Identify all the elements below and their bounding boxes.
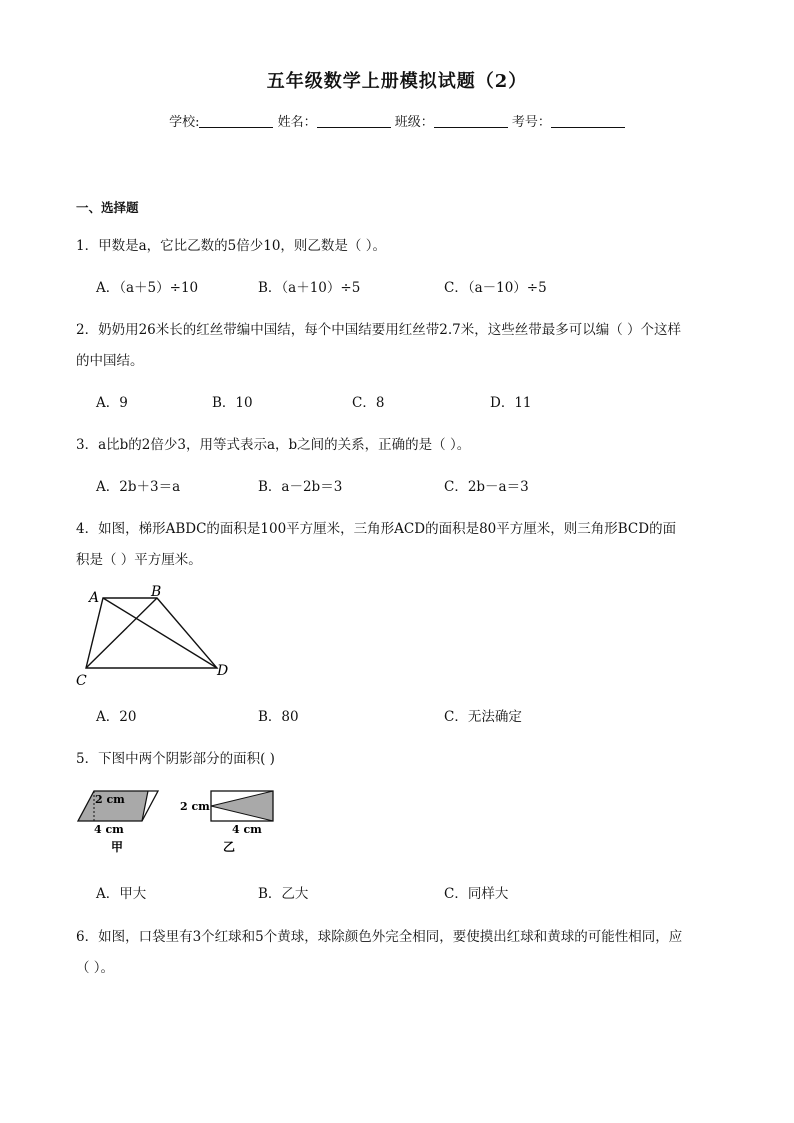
- section-title: 一、选择题: [76, 200, 139, 215]
- class-label: 班级：: [394, 115, 434, 130]
- exam-number-label: 考号：: [511, 115, 551, 130]
- student-info-line: [0, 111, 794, 130]
- question-4-option-a: A．20: [96, 709, 137, 725]
- figure-jia: [78, 791, 158, 854]
- question-2-option-a: A．9: [96, 395, 128, 411]
- trapezoid-outline: [86, 598, 217, 668]
- exam-number-blank[interactable]: [551, 115, 625, 128]
- page-title: 五年级数学上册模拟试题（2）: [266, 71, 528, 92]
- question-5-option-a: A．甲大: [96, 886, 147, 902]
- trapezoid-figure: [70, 582, 240, 692]
- question-1-option-b: B．（a＋10）÷5: [258, 280, 361, 296]
- question-2-option-d: D．11: [490, 395, 532, 411]
- vertex-label-b: B: [151, 584, 162, 600]
- question-3-option-a: A．2b＋3＝a: [96, 479, 181, 495]
- question-4-text-line2: 积是（ ）平方厘米。: [76, 552, 202, 568]
- question-4-text-line1: 4．如图，梯形ABDC的面积是100平方厘米，三角形ACD的面积是80平方厘米，则三角形BCD的面: [76, 521, 677, 537]
- yi-base-label: 4 cm: [232, 823, 262, 836]
- question-2-text-line1: 2．奶奶用26米长的红丝带编中国结，每个中国结要用红丝带2.7米，这些丝带最多可以编（ ）个这样: [76, 322, 682, 338]
- vertex-label-d: D: [217, 663, 229, 679]
- figure-yi: [180, 791, 273, 854]
- question-3-option-c: C．2b－a＝3: [444, 479, 529, 495]
- question-3-option-b: B．a－2b＝3: [258, 479, 343, 495]
- diagonal-ad: [103, 598, 217, 668]
- yi-caption: 乙: [223, 840, 236, 854]
- question-2-option-c: C．8: [352, 395, 385, 411]
- question-4-option-b: B．80: [258, 709, 299, 725]
- diagonal-bc: [86, 598, 157, 668]
- question-2-text-line2: 的中国结。: [76, 353, 144, 369]
- question-5-option-b: B．乙大: [258, 886, 309, 902]
- jia-height-label: 2 cm: [95, 793, 125, 806]
- question-2-option-b: B．10: [212, 395, 253, 411]
- question-6-text-line2: （ ）。: [76, 960, 115, 976]
- name-label: 姓名：: [277, 115, 317, 130]
- jia-caption: 甲: [111, 840, 124, 854]
- question-4-option-c: C．无法确定: [444, 709, 522, 725]
- question-6-text-line1: 6．如图，口袋里有3个红球和5个黄球，球除颜色外完全相同，要使摸出红球和黄球的可能性相同，应: [76, 929, 683, 945]
- shaded-area-figure: [72, 785, 292, 860]
- question-1-text: 1．甲数是a，它比乙数的5倍少10，则乙数是（ ）。: [76, 238, 386, 254]
- jia-base-label: 4 cm: [94, 823, 124, 836]
- yi-shaded-triangle: [211, 791, 273, 821]
- name-blank[interactable]: [317, 115, 391, 128]
- school-blank[interactable]: [199, 115, 273, 128]
- vertex-label-a: A: [89, 590, 100, 606]
- vertex-label-c: C: [76, 673, 87, 689]
- question-1-option-a: A．（a＋5）÷10: [96, 280, 199, 296]
- question-5-option-c: C．同样大: [444, 886, 509, 902]
- question-3-text: 3．a比b的2倍少3，用等式表示a，b之间的关系，正确的是（ ）。: [76, 437, 471, 453]
- yi-height-label: 2 cm: [180, 800, 210, 813]
- class-blank[interactable]: [434, 115, 508, 128]
- school-label: 学校:: [169, 115, 200, 130]
- question-1-option-c: C．（a－10）÷5: [444, 280, 547, 296]
- question-5-text: 5．下图中两个阴影部分的面积( ): [76, 751, 275, 767]
